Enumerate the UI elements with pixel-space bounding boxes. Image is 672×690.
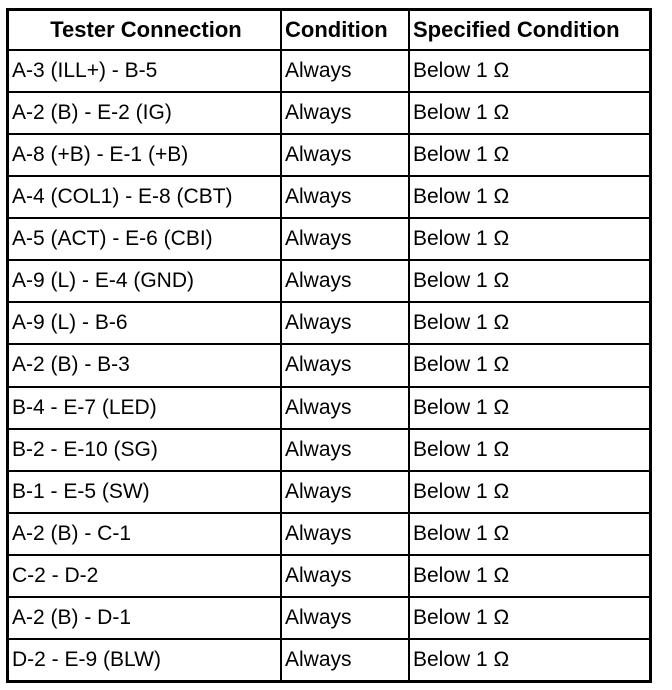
table-row xyxy=(9,92,649,134)
cell-specified-condition: Below 1 Ω xyxy=(409,471,649,513)
table-row xyxy=(9,513,649,555)
cell-tester-connection: A-9 (L) - E-4 (GND) xyxy=(9,260,281,302)
cell-tester-connection: A-2 (B) - C-1 xyxy=(9,513,281,555)
cell-condition: Always xyxy=(281,513,409,555)
cell-tester-connection: B-1 - E-5 (SW) xyxy=(9,471,281,513)
cell-tester-connection: A-4 (COL1) - E-8 (CBT) xyxy=(9,176,281,218)
cell-tester-connection: A-5 (ACT) - E-6 (CBI) xyxy=(9,218,281,260)
table-row xyxy=(9,471,649,513)
table-row xyxy=(9,176,649,218)
table-row xyxy=(9,260,649,302)
cell-tester-connection: A-9 (L) - B-6 xyxy=(9,302,281,344)
specification-table-container xyxy=(6,8,652,683)
cell-specified-condition: Below 1 Ω xyxy=(409,513,649,555)
cell-specified-condition: Below 1 Ω xyxy=(409,260,649,302)
cell-specified-condition: Below 1 Ω xyxy=(409,429,649,471)
table-row xyxy=(9,134,649,176)
cell-specified-condition: Below 1 Ω xyxy=(409,344,649,386)
table-row xyxy=(9,218,649,260)
header-specified-condition: Specified Condition xyxy=(409,11,649,50)
cell-condition: Always xyxy=(281,387,409,429)
cell-condition: Always xyxy=(281,429,409,471)
table-row xyxy=(9,344,649,386)
cell-specified-condition: Below 1 Ω xyxy=(409,218,649,260)
cell-condition: Always xyxy=(281,260,409,302)
cell-specified-condition: Below 1 Ω xyxy=(409,387,649,429)
cell-tester-connection: A-3 (ILL+) - B-5 xyxy=(9,50,281,92)
cell-tester-connection: B-4 - E-7 (LED) xyxy=(9,387,281,429)
cell-specified-condition: Below 1 Ω xyxy=(409,597,649,639)
cell-condition: Always xyxy=(281,639,409,680)
cell-tester-connection: A-2 (B) - D-1 xyxy=(9,597,281,639)
table-row xyxy=(9,597,649,639)
cell-specified-condition: Below 1 Ω xyxy=(409,555,649,597)
cell-tester-connection: A-2 (B) - E-2 (IG) xyxy=(9,92,281,134)
cell-condition: Always xyxy=(281,50,409,92)
table-row xyxy=(9,555,649,597)
cell-tester-connection: A-2 (B) - B-3 xyxy=(9,344,281,386)
cell-condition: Always xyxy=(281,344,409,386)
cell-tester-connection: A-8 (+B) - E-1 (+B) xyxy=(9,134,281,176)
cell-condition: Always xyxy=(281,218,409,260)
cell-tester-connection: C-2 - D-2 xyxy=(9,555,281,597)
cell-condition: Always xyxy=(281,302,409,344)
specification-table xyxy=(9,11,649,680)
cell-condition: Always xyxy=(281,471,409,513)
cell-specified-condition: Below 1 Ω xyxy=(409,134,649,176)
table-row xyxy=(9,50,649,92)
cell-condition: Always xyxy=(281,92,409,134)
cell-specified-condition: Below 1 Ω xyxy=(409,50,649,92)
header-tester-connection: Tester Connection xyxy=(9,11,281,50)
table-header-row xyxy=(9,11,649,50)
cell-condition: Always xyxy=(281,134,409,176)
cell-specified-condition: Below 1 Ω xyxy=(409,302,649,344)
cell-condition: Always xyxy=(281,176,409,218)
header-condition: Condition xyxy=(281,11,409,50)
cell-condition: Always xyxy=(281,597,409,639)
cell-tester-connection: D-2 - E-9 (BLW) xyxy=(9,639,281,680)
cell-specified-condition: Below 1 Ω xyxy=(409,639,649,680)
cell-condition: Always xyxy=(281,555,409,597)
table-row xyxy=(9,387,649,429)
table-row xyxy=(9,639,649,680)
cell-specified-condition: Below 1 Ω xyxy=(409,92,649,134)
cell-tester-connection: B-2 - E-10 (SG) xyxy=(9,429,281,471)
table-row xyxy=(9,429,649,471)
cell-specified-condition: Below 1 Ω xyxy=(409,176,649,218)
table-row xyxy=(9,302,649,344)
